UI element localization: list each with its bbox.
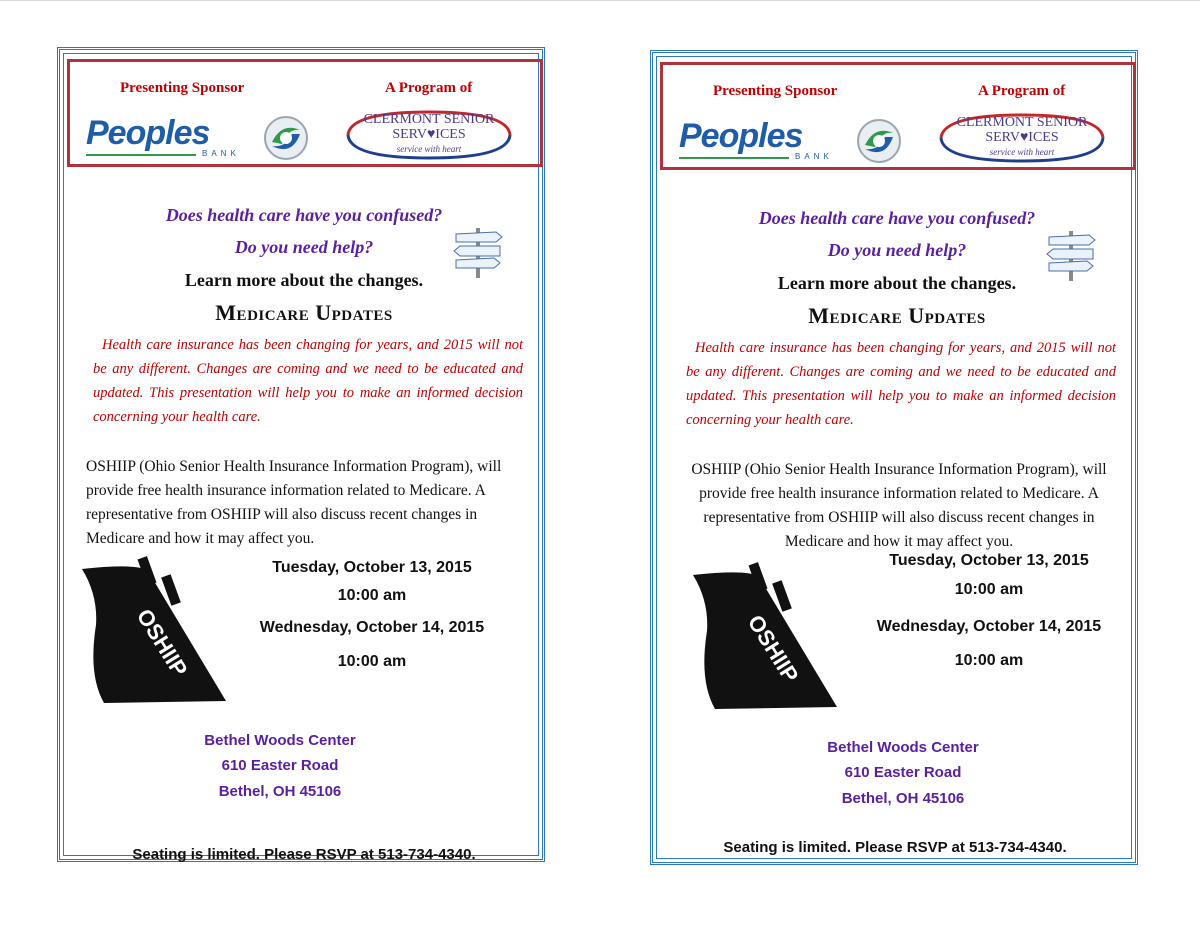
session1-date: Tuesday, October 13, 2015	[889, 552, 1089, 569]
question-confused: Does health care have you confused?	[165, 205, 443, 225]
program-of-label: A Program of	[385, 80, 473, 96]
oshiip-paragraph: OSHIIP (Ohio Senior Health Insurance Information Program), will provide free health insurance information related to Medicare. A representative from OSHIIP will also discuss recent changes in Medicare and how it may affect you.	[691, 461, 1107, 550]
peoples-swirl-icon	[855, 117, 903, 165]
program-of-label: A Program of	[978, 83, 1066, 99]
intro-paragraph: Health care insurance has been changing for years, and 2015 will not be any different. Changes are coming and we need to be educated and updated. This presentation will help you to make an informed decision concerning your health care.	[93, 337, 523, 425]
venue-city: Bethel, OH 45106	[218, 783, 342, 800]
oshiip-ship-icon	[78, 555, 226, 707]
session1-time: 10:00 am	[337, 587, 407, 604]
intro-paragraph: Health care insurance has been changing for years, and 2015 will not be any different. Changes are coming and we need to be educated and updated. This presentation will help you to make an informed decision concerning your health care.	[686, 340, 1116, 428]
clermont-senior-services-logo	[933, 113, 1111, 163]
question-need-help: Do you need help?	[827, 240, 967, 260]
rsvp-text: Seating is limited. Please RSVP at 513-734-4340.	[132, 846, 476, 863]
presenting-sponsor-label: Presenting Sponsor	[120, 80, 245, 96]
peoples-bank-text: BANK	[795, 152, 833, 161]
oshiip-ship-icon	[689, 561, 837, 713]
flyer-right	[650, 50, 1138, 865]
venue-name: Bethel Woods Center	[204, 732, 356, 749]
peoples-underline	[679, 157, 789, 159]
rsvp-text: Seating is limited. Please RSVP at 513-734-4340.	[723, 839, 1067, 856]
css-name-line2: SERV♥ICES	[985, 130, 1059, 145]
sponsor-box	[660, 62, 1136, 170]
venue-street: 610 Easter Road	[844, 764, 962, 781]
session1-time: 10:00 am	[954, 581, 1024, 598]
medicare-updates-title: Medicare Updates	[808, 303, 986, 328]
peoples-bank-logo	[677, 117, 897, 165]
flyer-left	[57, 47, 545, 862]
css-tagline: service with heart	[396, 144, 462, 154]
sponsor-box	[67, 59, 543, 167]
presenting-sponsor-label: Presenting Sponsor	[713, 83, 838, 99]
venue-name: Bethel Woods Center	[827, 739, 979, 756]
session2-time: 10:00 am	[954, 652, 1024, 669]
question-need-help: Do you need help?	[234, 237, 374, 257]
css-name-line1: CLERMONT SENIOR	[363, 112, 495, 127]
session2-date: Wednesday, October 14, 2015	[876, 618, 1102, 635]
css-name-line2: SERV♥ICES	[392, 127, 466, 142]
learn-more-text: Learn more about the changes.	[777, 273, 1017, 293]
peoples-wordmark: Peoples	[679, 117, 803, 155]
venue-city: Bethel, OH 45106	[841, 790, 965, 807]
peoples-bank-text: BANK	[202, 149, 240, 158]
session1-date: Tuesday, October 13, 2015	[272, 559, 472, 576]
css-name-line1: CLERMONT SENIOR	[956, 115, 1088, 130]
oshiip-paragraph: OSHIIP (Ohio Senior Health Insurance Information Program), will provide free health insurance information related to Medicare. A representative from OSHIIP will also discuss recent changes in Medicare and how it may affect you.	[86, 458, 502, 547]
medicare-updates-title: Medicare Updates	[215, 300, 393, 325]
peoples-bank-logo	[84, 114, 304, 162]
peoples-underline	[86, 154, 196, 156]
peoples-wordmark: Peoples	[86, 114, 210, 152]
question-confused: Does health care have you confused?	[758, 208, 1036, 228]
venue-street: 610 Easter Road	[221, 757, 339, 774]
learn-more-text: Learn more about the changes.	[184, 270, 424, 290]
session2-date: Wednesday, October 14, 2015	[259, 619, 485, 636]
peoples-swirl-icon	[262, 114, 310, 162]
page-top-rule	[0, 0, 1200, 1]
clermont-senior-services-logo	[340, 110, 518, 160]
session2-time: 10:00 am	[337, 653, 407, 670]
css-tagline: service with heart	[989, 147, 1055, 157]
ship-label: OSHIIP	[131, 604, 193, 681]
ship-label: OSHIIP	[742, 610, 804, 687]
